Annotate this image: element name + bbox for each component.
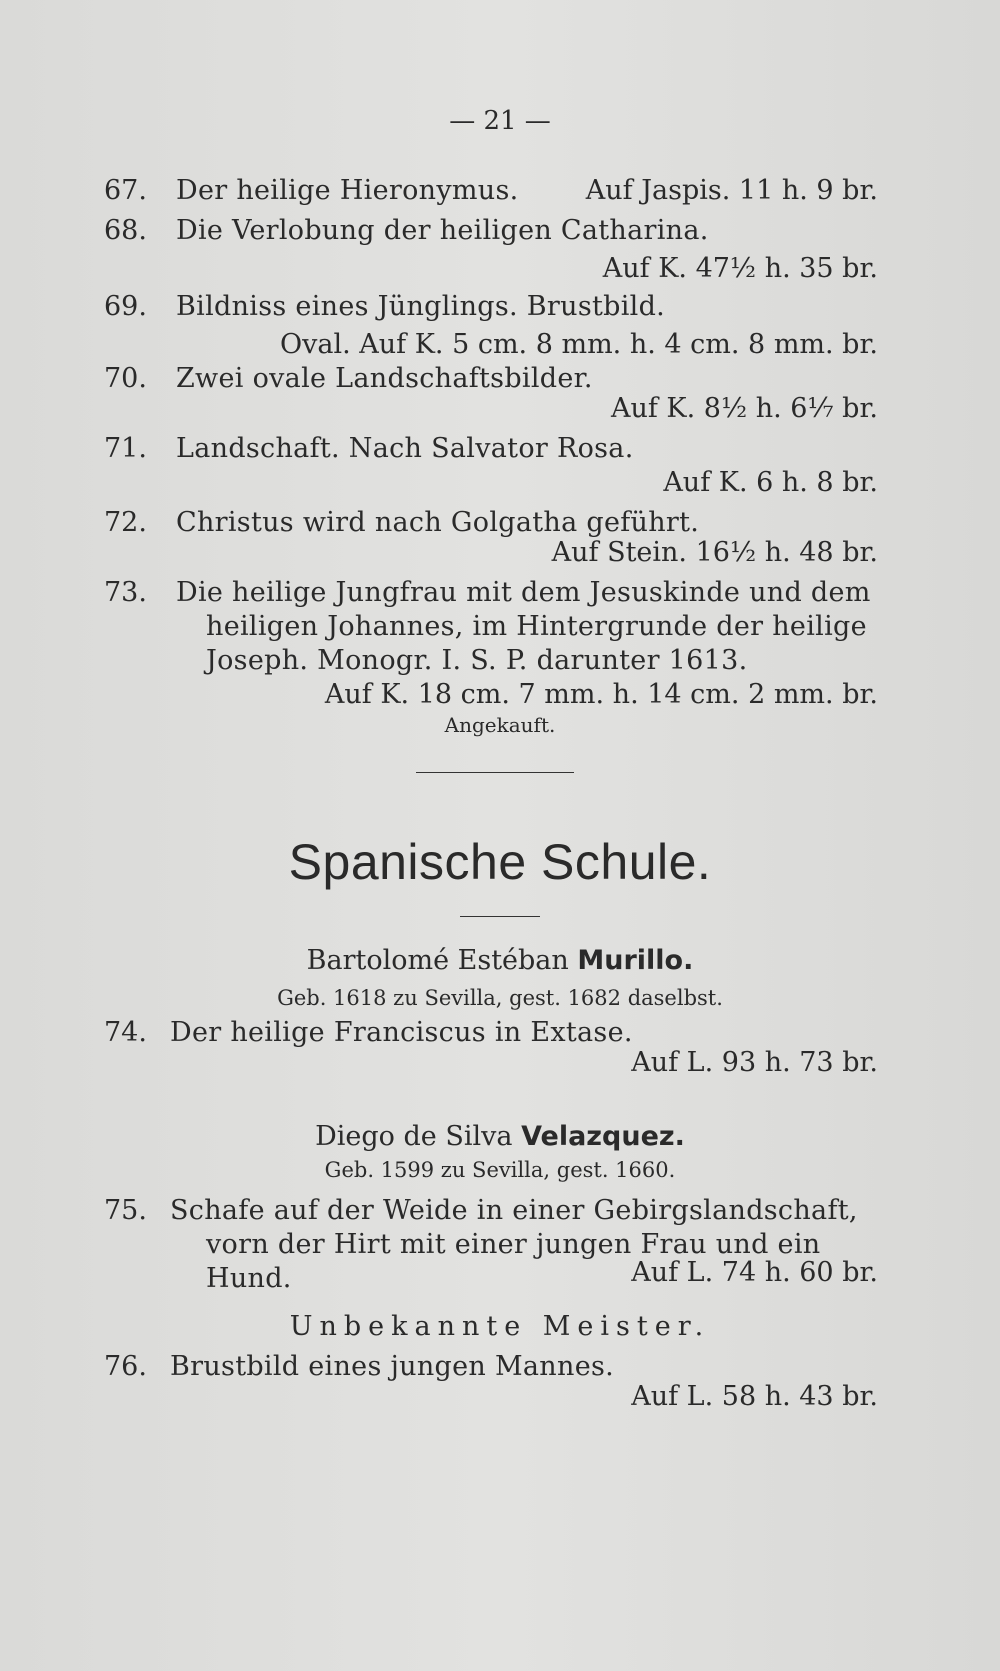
entry-details: Auf L. 58 h. 43 br.: [631, 1381, 878, 1412]
entry-number: 72.: [104, 507, 147, 538]
entry-number: 70.: [104, 363, 147, 394]
unknown-masters-heading: Unbekannte Meister.: [289, 1311, 711, 1342]
entry-title: Die Verlobung der heiligen Catharina.: [176, 215, 709, 246]
entry-number: 74.: [104, 1017, 147, 1048]
entry-details: Auf K. 47½ h. 35 br.: [602, 253, 878, 284]
entry-text: Die heilige Jungfrau mit dem Jesuskinde und dem: [176, 577, 871, 608]
entry-details: Auf L. 74 h. 60 br.: [631, 1257, 878, 1288]
entry-details: Oval. Auf K. 5 cm. 8 mm. h. 4 cm. 8 mm. br.: [279, 329, 878, 360]
entry-number: 68.: [104, 215, 147, 246]
entry-title: Zwei ovale Landschaftsbilder.: [176, 363, 593, 394]
entry-number: 73.: [104, 577, 147, 608]
page-number: — 21 —: [449, 106, 551, 136]
entry-text: Schafe auf der Weide in einer Gebirgslandschaft,: [170, 1195, 858, 1226]
entry-text: Joseph. Monogr. I. S. P. darunter 1613.: [206, 645, 748, 676]
artist-name-prefix: Bartolomé Estéban: [306, 945, 569, 976]
entry-title: Landschaft. Nach Salvator Rosa.: [176, 433, 634, 464]
artist-dates: Geb. 1618 zu Sevilla, gest. 1682 daselbst.: [277, 986, 723, 1010]
artist-name: [0, 1120, 1000, 1154]
entry-number: 75.: [104, 1195, 147, 1226]
section-title: Spanische Schule.: [288, 834, 712, 890]
entry-number: 76.: [104, 1351, 147, 1382]
entry-details: Auf K. 8½ h. 6⅐ br.: [610, 393, 878, 424]
artist-name-prefix: Diego de Silva: [315, 1121, 513, 1152]
entry-title: Bildniss eines Jünglings. Brustbild.: [176, 291, 666, 322]
entry-details: Auf K. 18 cm. 7 mm. h. 14 cm. 2 mm. br.: [324, 679, 878, 710]
entry-details: Auf L. 93 h. 73 br.: [631, 1047, 878, 1078]
artist-name-surname: Velazquez.: [521, 1121, 685, 1152]
entry-title: Der heilige Franciscus in Extase.: [170, 1017, 633, 1048]
entry-details: Auf Stein. 16½ h. 48 br.: [551, 537, 878, 568]
entry-text: heiligen Johannes, im Hintergrunde der heilige: [206, 611, 867, 642]
artist-dates: Geb. 1599 zu Sevilla, gest. 1660.: [324, 1158, 676, 1182]
artist-name: [0, 944, 1000, 978]
entry-text: vorn der Hirt mit einer jungen Frau und ein: [206, 1229, 821, 1260]
acquired-note: Angekauft.: [444, 713, 556, 737]
section-divider: [416, 772, 574, 773]
entry-title: Der heilige Hieronymus.: [176, 175, 519, 206]
entry-details: Auf Jaspis. 11 h. 9 br.: [585, 175, 878, 206]
entry-number: 67.: [104, 175, 147, 206]
entry-number: 69.: [104, 291, 147, 322]
section-divider: [460, 916, 540, 917]
entry-text: Hund.: [206, 1263, 292, 1294]
entry-details: Auf K. 6 h. 8 br.: [663, 467, 878, 498]
entry-title: Brustbild eines jungen Mannes.: [170, 1351, 615, 1382]
entry-number: 71.: [104, 433, 147, 464]
artist-name-surname: Murillo.: [577, 945, 694, 976]
entry-title: Christus wird nach Golgatha geführt.: [176, 507, 700, 538]
